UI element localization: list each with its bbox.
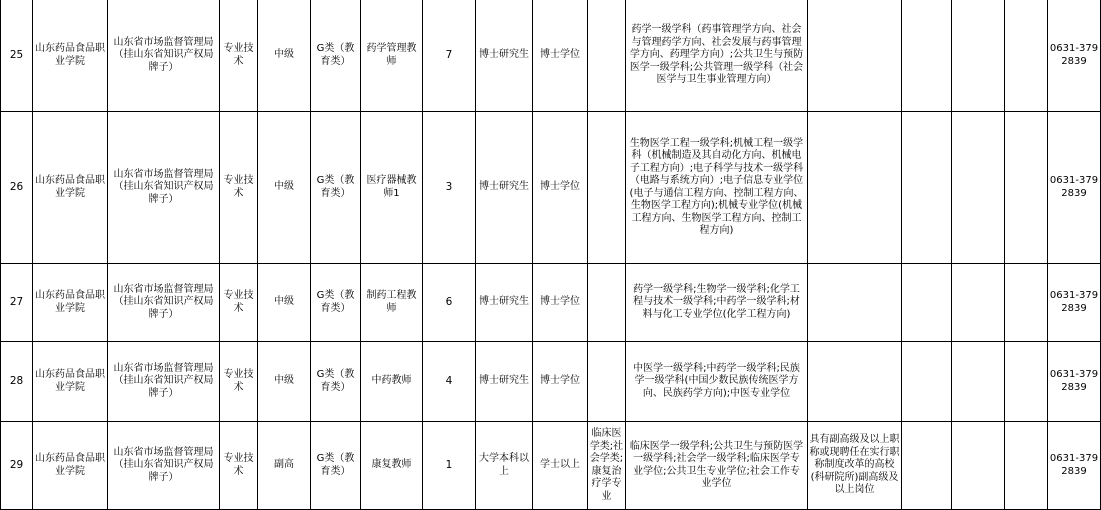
cell-col13 [902,422,952,510]
cell-degree: 学士以上 [533,422,588,510]
cell-post-type: 专业技术 [220,422,258,510]
cell-post-type: 专业技术 [220,112,258,264]
cell-education: 博士研究生 [476,264,533,342]
cell-major-undergrad [588,342,626,422]
cell-unit: 山东药品食品职业学院 [33,112,108,264]
cell-seq: 27 [1,264,33,342]
cell-degree: 博士学位 [533,112,588,264]
cell-phone: 0631-3792839 [1048,112,1101,264]
table-row [1,112,1101,264]
cell-dept: 山东省市场监督管理局（挂山东省知识产权局牌子） [108,342,220,422]
cell-phone: 0631-3792839 [1048,342,1101,422]
cell-phone: 0631-3792839 [1048,422,1101,510]
cell-col13 [902,342,952,422]
cell-major-grad: 临床医学一级学科;公共卫生与预防医学一级学科;社会学一级学科;临床医学专业学位;公共卫生专业学位;社会工作专业学位 [626,422,808,510]
cell-col13 [902,0,952,112]
cell-post-type: 专业技术 [220,264,258,342]
cell-other-requirements: 具有副高级及以上职称或现聘任在实行职称制度改革的高校(科研院所)副高级及以上岗位 [808,422,902,510]
cell-education: 博士研究生 [476,112,533,264]
cell-post-type: 专业技术 [220,342,258,422]
cell-category: G类（教育类） [311,264,361,342]
cell-major-grad: 药学一级学科（药事管理学方向、社会与管理药学方向、社会发展与药事管理学方向、药理学方向）;公共卫生与预防医学一级学科;公共管理一级学科（社会医学与卫生事业管理方向） [626,0,808,112]
cell-major-grad: 药学一级学科;生物学一级学科;化学工程与技术一级学科;中药学一级学科;材料与化工专业学位(化学工程方向) [626,264,808,342]
cell-level: 中级 [258,342,311,422]
cell-other-requirements [808,112,902,264]
cell-col14 [952,342,1005,422]
cell-phone: 0631-3792839 [1048,264,1101,342]
cell-unit: 山东药品食品职业学院 [33,0,108,112]
cell-level: 中级 [258,112,311,264]
cell-major-grad: 中医学一级学科;中药学一级学科;民族学一级学科(中国少数民族传统医学方向、民族药学方向);中医专业学位 [626,342,808,422]
cell-col15 [1005,422,1048,510]
cell-degree: 博士学位 [533,0,588,112]
cell-dept: 山东省市场监督管理局（挂山东省知识产权局牌子） [108,264,220,342]
cell-other-requirements [808,264,902,342]
cell-education: 大学本科以上 [476,422,533,510]
cell-level: 副高 [258,422,311,510]
cell-education: 博士研究生 [476,0,533,112]
cell-major-undergrad [588,0,626,112]
cell-degree: 博士学位 [533,264,588,342]
cell-post-name: 康复教师 [361,422,423,510]
cell-unit: 山东药品食品职业学院 [33,342,108,422]
table-row [1,264,1101,342]
cell-col15 [1005,112,1048,264]
cell-education: 博士研究生 [476,342,533,422]
cell-post-type: 专业技术 [220,0,258,112]
cell-col14 [952,112,1005,264]
cell-unit: 山东药品食品职业学院 [33,264,108,342]
cell-col14 [952,264,1005,342]
cell-post-name: 医疗器械教师1 [361,112,423,264]
cell-count: 3 [423,112,476,264]
cell-col14 [952,0,1005,112]
cell-col14 [952,422,1005,510]
cell-major-undergrad [588,264,626,342]
cell-level: 中级 [258,0,311,112]
table-row [1,422,1101,510]
cell-major-undergrad [588,112,626,264]
cell-unit: 山东药品食品职业学院 [33,422,108,510]
cell-major-undergrad: 临床医学类;社会学类;康复治疗学专业 [588,422,626,510]
cell-count: 6 [423,264,476,342]
cell-other-requirements [808,0,902,112]
cell-post-name: 制药工程教师 [361,264,423,342]
cell-post-name: 药学管理教师 [361,0,423,112]
table-row [1,0,1101,112]
cell-category: G类（教育类） [311,422,361,510]
cell-col15 [1005,0,1048,112]
cell-count: 1 [423,422,476,510]
cell-category: G类（教育类） [311,112,361,264]
cell-dept: 山东省市场监督管理局（挂山东省知识产权局牌子） [108,0,220,112]
cell-other-requirements [808,342,902,422]
cell-seq: 29 [1,422,33,510]
cell-dept: 山东省市场监督管理局（挂山东省知识产权局牌子） [108,112,220,264]
cell-count: 4 [423,342,476,422]
cell-category: G类（教育类） [311,0,361,112]
cell-dept: 山东省市场监督管理局（挂山东省知识产权局牌子） [108,422,220,510]
cell-major-grad: 生物医学工程一级学科;机械工程一级学科（机械制造及其自动化方向、机械电子工程方向）;电子科学与技术一级学科（电路与系统方向）;电子信息专业学位(电子与通信工程方向、控制工程方向、生物医学工程方向);机械专业学位(机械工程方向、生物医学工程方向、控制工程方向) [626,112,808,264]
cell-category: G类（教育类） [311,342,361,422]
cell-degree: 博士学位 [533,342,588,422]
cell-col15 [1005,264,1048,342]
cell-seq: 26 [1,112,33,264]
cell-col13 [902,264,952,342]
cell-count: 7 [423,0,476,112]
table-row [1,342,1101,422]
cell-col15 [1005,342,1048,422]
cell-col13 [902,112,952,264]
cell-seq: 28 [1,342,33,422]
cell-post-name: 中药教师 [361,342,423,422]
cell-seq: 25 [1,0,33,112]
cell-phone: 0631-3792839 [1048,0,1101,112]
cell-level: 中级 [258,264,311,342]
